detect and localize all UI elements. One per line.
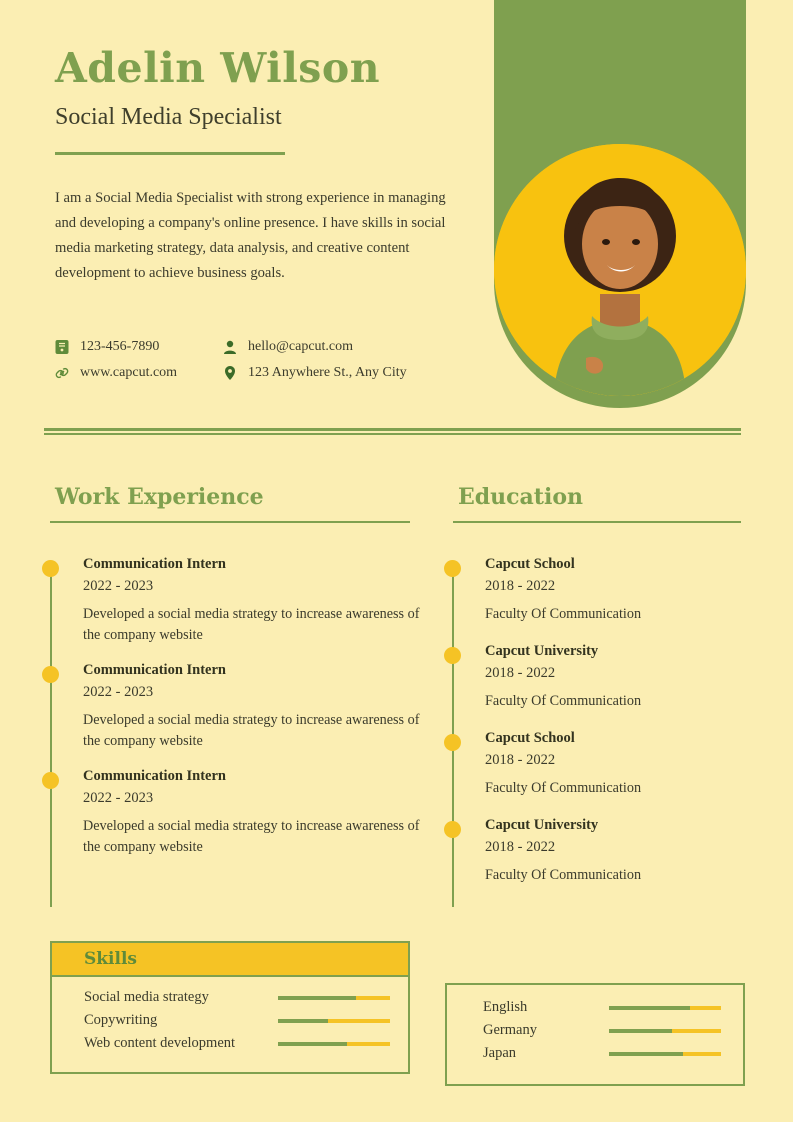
language-name: Germany: [483, 1022, 537, 1038]
contact-email-text: hello@capcut.com: [248, 339, 354, 354]
work-entry: [50, 556, 420, 646]
contact-block: [53, 338, 473, 390]
work-entry-desc: Developed a social media strategy to increase awareness of the company website: [83, 818, 420, 855]
skills-list: [52, 977, 408, 1072]
page-title: Adelin Wilson: [55, 44, 381, 92]
education-entry: [452, 817, 752, 886]
skill-name: Web content development: [84, 1035, 236, 1051]
timeline-dot-icon: [444, 560, 461, 577]
languages-panel: [445, 983, 745, 1086]
education-entry-title: Capcut University: [485, 817, 599, 833]
language-level-bar: [609, 1029, 721, 1033]
timeline-dot-icon: [42, 666, 59, 683]
timeline-dot-icon: [444, 647, 461, 664]
work-experience-rule: [50, 521, 410, 523]
skills-panel: [50, 941, 410, 1074]
education-entry-date: 2018 - 2022: [485, 839, 556, 855]
work-entry-date: 2022 - 2023: [83, 684, 154, 700]
person-icon: [221, 338, 239, 356]
work-entry-title: Communication Intern: [83, 662, 226, 678]
language-row: [447, 1045, 743, 1062]
education-entry: [452, 730, 752, 799]
education-entry-desc: Faculty Of Communication: [485, 867, 642, 883]
education-entry-title: Capcut School: [485, 730, 575, 746]
location-pin-icon: [221, 364, 239, 382]
education-entry-desc: Faculty Of Communication: [485, 606, 642, 622]
work-entry: [50, 662, 420, 752]
education-entry-title: Capcut University: [485, 643, 599, 659]
link-icon: [53, 364, 71, 382]
education-entry-date: 2018 - 2022: [485, 752, 556, 768]
contact-phone[interactable]: [53, 338, 221, 356]
title-divider: [55, 152, 285, 155]
profile-photo-illustration: [494, 144, 746, 396]
language-level-bar: [609, 1052, 721, 1056]
language-row: [447, 999, 743, 1016]
language-level-bar: [609, 1006, 721, 1010]
work-experience-timeline: [50, 556, 420, 874]
contact-address[interactable]: [221, 364, 407, 382]
phone-icon: [53, 338, 71, 356]
skill-level-bar: [278, 1042, 390, 1046]
work-entry-date: 2022 - 2023: [83, 578, 154, 594]
education-entry: [452, 643, 752, 712]
education-rule: [453, 521, 741, 523]
timeline-dot-icon: [444, 821, 461, 838]
education-entry-title: Capcut School: [485, 556, 575, 572]
skill-row: [52, 1035, 408, 1052]
work-entry-desc: Developed a social media strategy to increase awareness of the company website: [83, 606, 420, 643]
contact-row: [53, 338, 473, 356]
profile-photo: [494, 144, 746, 396]
language-row: [447, 1022, 743, 1039]
education-entry-desc: Faculty Of Communication: [485, 780, 642, 796]
skill-name: Copywriting: [84, 1012, 158, 1028]
work-entry-desc: Developed a social media strategy to increase awareness of the company website: [83, 712, 420, 749]
education-entry-date: 2018 - 2022: [485, 578, 556, 594]
work-entry-title: Communication Intern: [83, 556, 226, 572]
language-name: Japan: [483, 1045, 517, 1061]
skill-level-bar: [278, 996, 390, 1000]
education-entry-desc: Faculty Of Communication: [485, 693, 642, 709]
contact-phone-text: 123-456-7890: [80, 339, 160, 354]
education-heading: Education: [458, 484, 583, 510]
skill-level-bar: [278, 1019, 390, 1023]
contact-website-text: www.capcut.com: [80, 365, 178, 380]
profile-summary: I am a Social Media Specialist with strong experience in managing and developing a company's online presence. I have skills in social media marketing strategy, data analysis, and creative content development to achieve business goals.: [55, 190, 446, 281]
contact-row: [53, 364, 473, 382]
work-entry: [50, 768, 420, 858]
work-experience-heading: Work Experience: [55, 484, 264, 510]
work-entry-title: Communication Intern: [83, 768, 226, 784]
education-timeline: [452, 556, 752, 904]
timeline-dot-icon: [42, 772, 59, 789]
skill-name: Social media strategy: [84, 989, 209, 1005]
education-entry-date: 2018 - 2022: [485, 665, 556, 681]
contact-email[interactable]: [221, 338, 353, 356]
skills-heading: Skills: [52, 943, 408, 977]
job-title: Social Media Specialist: [55, 104, 282, 130]
contact-address-text: 123 Anywhere St., Any City: [248, 365, 407, 380]
skill-row: [52, 989, 408, 1006]
language-name: English: [483, 999, 528, 1015]
education-entry: [452, 556, 752, 625]
work-entry-date: 2022 - 2023: [83, 790, 154, 806]
timeline-dot-icon: [42, 560, 59, 577]
contact-website[interactable]: [53, 364, 221, 382]
timeline-dot-icon: [444, 734, 461, 751]
section-divider: [44, 428, 741, 435]
skill-row: [52, 1012, 408, 1029]
